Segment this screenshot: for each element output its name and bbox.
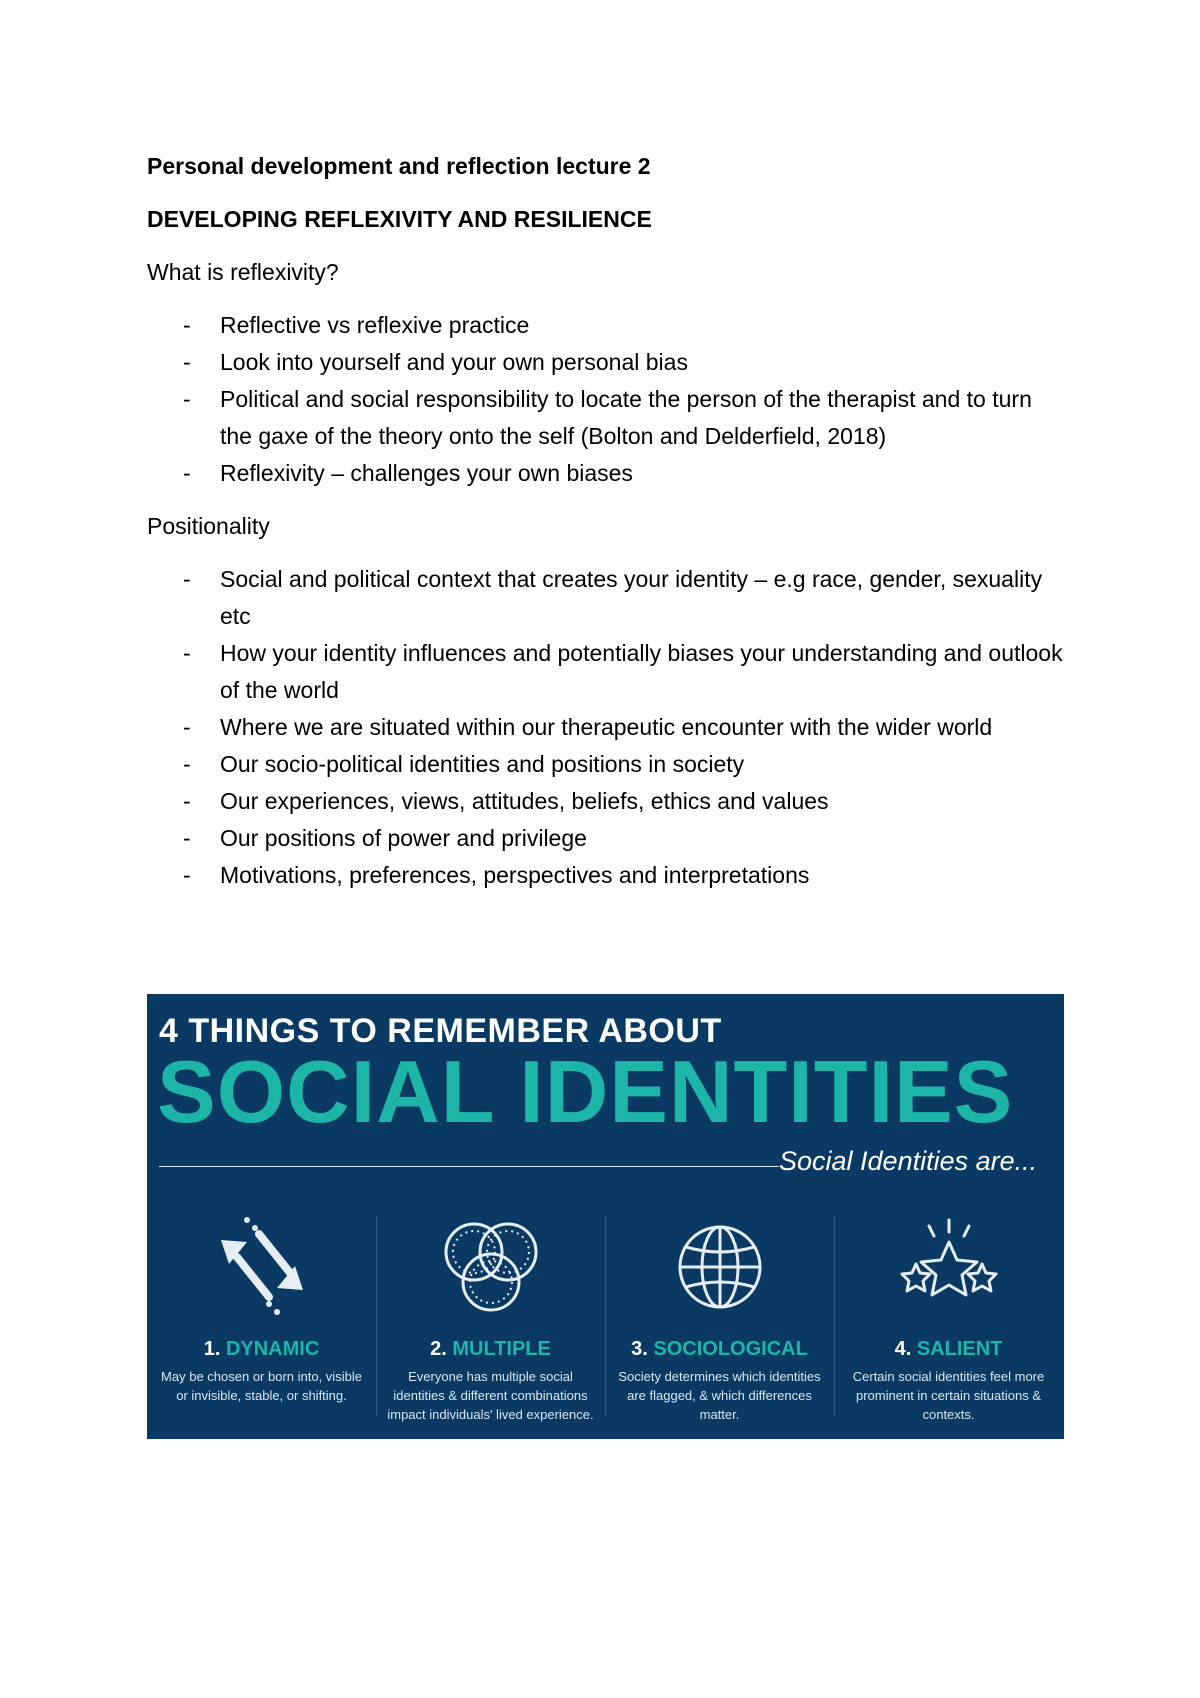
list-item: - Political and social responsibility to locate the person of the therapist and to turn the gaxe of the theory onto the self (Bolton and Delderfield, 2018)	[147, 381, 1067, 455]
list-item: - Our socio-political identities and positions in society	[147, 746, 1067, 783]
identity-card-salient	[834, 1204, 1063, 1429]
positionality-list	[147, 561, 1067, 894]
section-positionality-label: Positionality	[147, 513, 270, 539]
identity-card-sociological	[605, 1204, 834, 1429]
identity-card-description: Society determines which identities are flagged, & which differences matter.	[618, 1369, 821, 1422]
list-item: - Where we are situated within our therapeutic encounter with the wider world	[147, 709, 1067, 746]
dash-bullet: -	[183, 349, 191, 375]
identity-card-title: 1. DYNAMIC	[203, 1338, 320, 1360]
list-item: - Motivations, preferences, perspectives and interpretations	[147, 857, 1067, 894]
social-identities-infographic	[147, 994, 1064, 1439]
dash-bullet: -	[183, 460, 191, 486]
list-item: - Reflective vs reflexive practice	[147, 307, 1067, 344]
identity-card-title: 2. MULTIPLE	[430, 1338, 551, 1360]
overlapping-circles-icon	[436, 1212, 546, 1322]
list-item: - How your identity influences and potentially biases your understanding and outlook of the world	[147, 635, 1067, 709]
reflexivity-list	[147, 307, 1067, 492]
infographic-main-title: SOCIAL IDENTITIES	[157, 1042, 1014, 1141]
dash-bullet: -	[183, 386, 191, 412]
dash-bullet: -	[183, 714, 191, 740]
dash-bullet: -	[183, 862, 191, 888]
identity-card-title: 4. SALIENT	[894, 1338, 1003, 1360]
dash-bullet: -	[183, 640, 191, 666]
dash-bullet: -	[183, 825, 191, 851]
section-reflexivity-label: What is reflexivity?	[147, 259, 339, 285]
document-heading: DEVELOPING REFLEXIVITY AND RESILIENCE	[147, 206, 652, 232]
stars-icon	[894, 1212, 1004, 1322]
list-item: - Reflexivity – challenges your own biases	[147, 455, 1067, 492]
dash-bullet: -	[183, 751, 191, 777]
document-title: Personal development and reflection lecture 2	[147, 153, 651, 179]
list-item: - Social and political context that creates your identity – e.g race, gender, sexuality etc	[147, 561, 1067, 635]
identity-card-description: Certain social identities feel more prominent in certain situations & contexts.	[852, 1369, 1045, 1422]
list-item: - Our experiences, views, attitudes, beliefs, ethics and values	[147, 783, 1067, 820]
infographic-divider-line	[159, 1166, 779, 1167]
globe-icon	[665, 1212, 775, 1322]
infographic-subtitle: Social Identities are...	[779, 1146, 1038, 1176]
identity-card-description: Everyone has multiple social identities & different combinations impact individuals' lived experience.	[387, 1369, 594, 1422]
dash-bullet: -	[183, 312, 191, 338]
dash-bullet: -	[183, 788, 191, 814]
infographic-top-line: 4 THINGS TO REMEMBER ABOUT	[159, 1012, 722, 1050]
identity-card-title: 3. SOCIOLOGICAL	[631, 1338, 808, 1360]
identity-card-dynamic	[147, 1204, 376, 1429]
document-body	[147, 148, 1067, 910]
bidirectional-arrows-icon	[207, 1212, 317, 1322]
dash-bullet: -	[183, 566, 191, 592]
list-item: - Look into yourself and your own personal bias	[147, 344, 1067, 381]
identity-card-description: May be chosen or born into, visible or invisible, stable, or shifting.	[161, 1369, 362, 1403]
list-item: - Our positions of power and privilege	[147, 820, 1067, 857]
identity-card-multiple	[376, 1204, 605, 1429]
